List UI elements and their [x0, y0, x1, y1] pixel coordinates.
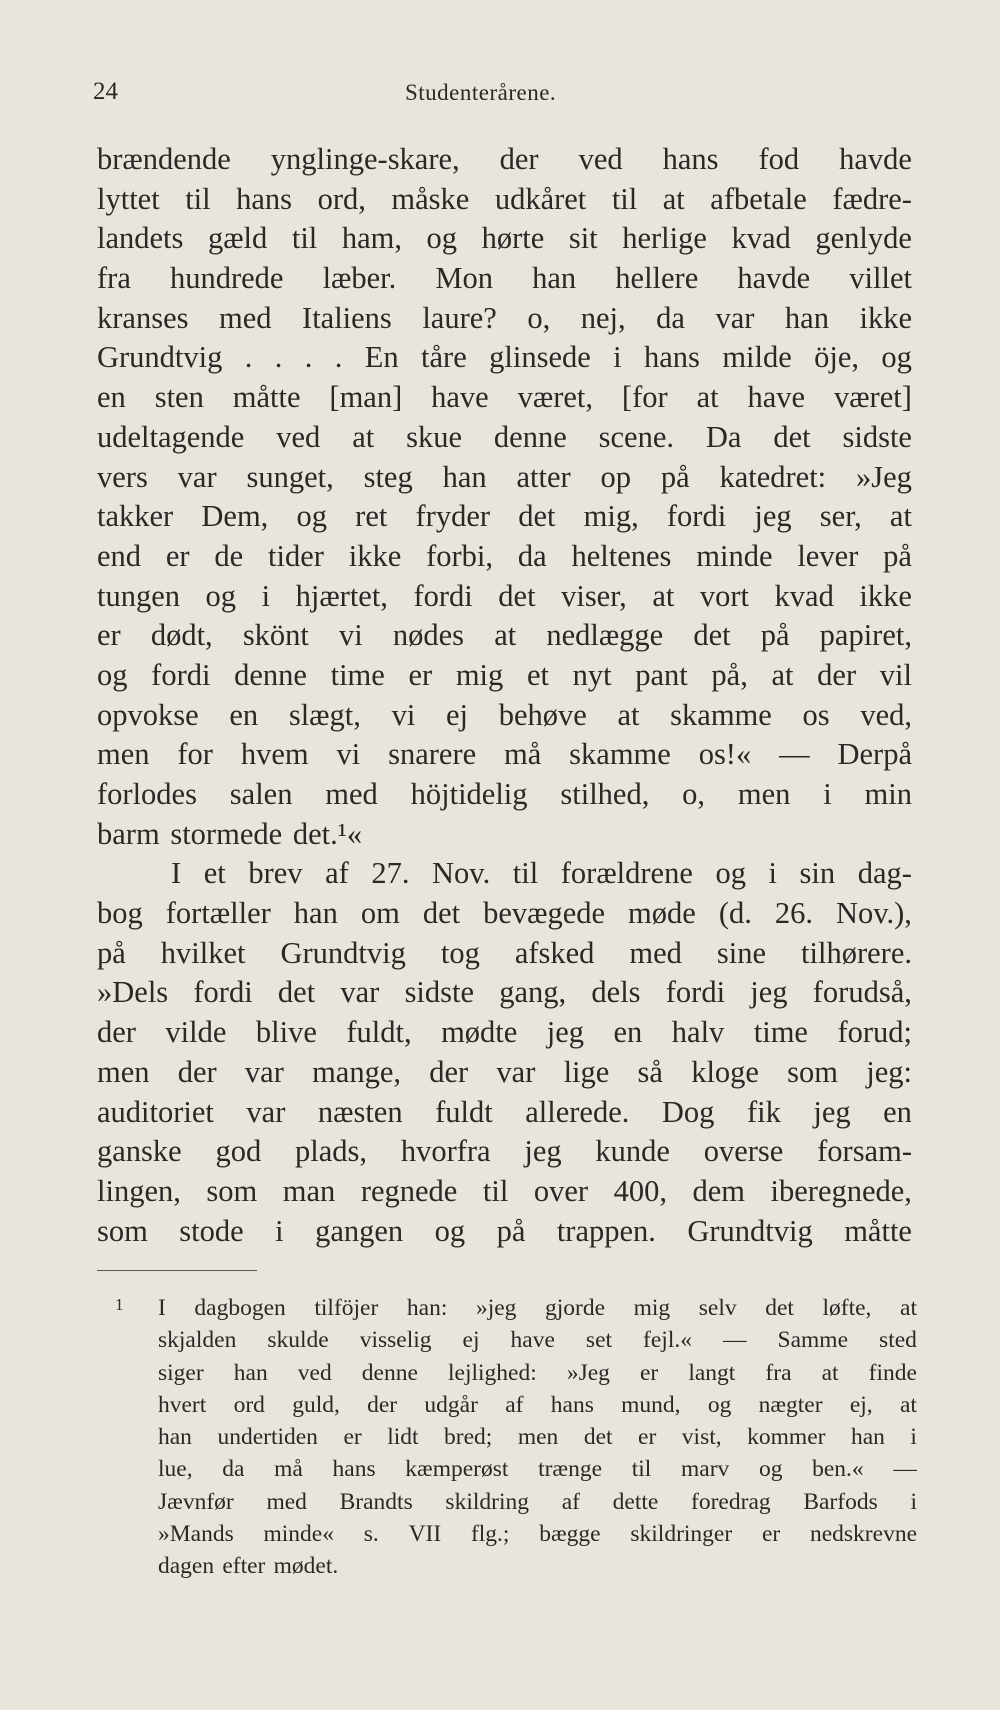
footnote-line: »Mands minde« s. VII flg.; bægge skildringer er nedskrevne — [158, 1521, 917, 1548]
page-number: 24 — [93, 78, 118, 105]
text-line: takker Dem, og ret fryder det mig, fordi jeg ser, at — [97, 499, 912, 534]
text-line: barm stormede det.¹« — [97, 816, 363, 851]
footnote-line: dagen efter mødet. — [158, 1553, 339, 1580]
text-line: men for hvem vi snarere må skamme os!« — Derpå — [97, 737, 912, 772]
text-line: tungen og i hjærtet, fordi det viser, at vort kvad ikke — [97, 578, 912, 613]
text-line: en sten måtte [man] have været, [for at have været] — [97, 380, 912, 415]
text-line: kranses med Italiens laure? o, nej, da var han ikke — [97, 300, 912, 335]
footnote-line: Jævnfør med Brandts skildring af dette foredrag Barfods i — [158, 1488, 917, 1515]
footnote-line: han undertiden er lidt bred; men det er vist, kommer han i — [158, 1424, 917, 1451]
text-line: lyttet til hans ord, måske udkåret til at afbetale fædre- — [97, 181, 912, 216]
footnote-marker: 1 — [115, 1295, 124, 1314]
text-line: på hvilket Grundtvig tog afsked med sine tilhørere. — [97, 935, 912, 970]
text-line: bog fortæller han om det bevægede møde (d. 26. Nov.), — [97, 896, 912, 931]
footnote-line: skjalden skulde visselig ej have set fejl.« — Samme sted — [158, 1327, 917, 1354]
text-line: end er de tider ikke forbi, da heltenes minde lever på — [97, 538, 912, 573]
footnote-line: lue, da må hans kæmperøst trænge til marv og ben.« — — [158, 1456, 917, 1483]
text-line: udeltagende ved at skue denne scene. Da det sidste — [97, 419, 912, 454]
text-line: Grundtvig . . . . En tåre glinsede i hans milde öje, og — [97, 340, 912, 375]
text-line: »Dels fordi det var sidste gang, dels fordi jeg forudså, — [97, 975, 912, 1010]
text-line: brændende ynglinge-skare, der ved hans fod havde — [97, 142, 912, 176]
footnote — [115, 1292, 917, 1583]
text-line: auditoriet var næsten fuldt allerede. Dog fik jeg en — [97, 1094, 912, 1129]
text-line: som stode i gangen og på trappen. Grundtvig måtte — [97, 1213, 912, 1248]
text-line: er dødt, skönt vi nødes at nedlægge det på papiret, — [97, 618, 912, 653]
text-line: forlodes salen med höjtidelig stilhed, o, men i min — [97, 777, 912, 811]
text-line: I et brev af 27. Nov. til forældrene og i sin dag- — [171, 856, 912, 891]
body-text — [97, 140, 912, 1251]
text-line: fra hundrede læber. Mon han hellere havde villet — [97, 261, 912, 296]
text-line: opvokse en slægt, vi ej behøve at skamme os ved, — [97, 697, 912, 732]
running-head — [93, 78, 907, 118]
text-line: lingen, som man regnede til over 400, dem iberegnede, — [97, 1173, 912, 1208]
footnote-line: I dagbogen tilföjer han: »jeg gjorde mig selv det løfte, at — [158, 1295, 917, 1321]
text-line: der vilde blive fuldt, mødte jeg en halv time forud; — [97, 1015, 912, 1050]
running-title: Studenterårene. — [405, 80, 557, 105]
text-line: ganske god plads, hvorfra jeg kunde overse forsam- — [97, 1134, 912, 1169]
footnote-line: hvert ord guld, der udgår af hans mund, og nægter ej, at — [158, 1391, 917, 1418]
footnote-line: siger han ved denne lejlighed: »Jeg er langt fra at finde — [158, 1359, 917, 1386]
text-line: landets gæld til ham, og hørte sit herlige kvad genlyde — [97, 221, 912, 256]
text-line: og fordi denne time er mig et nyt pant på, at der vil — [97, 657, 912, 692]
text-line: vers var sunget, steg han atter op på katedret: »Jeg — [97, 459, 912, 494]
footnote-rule — [97, 1270, 257, 1271]
text-line: men der var mange, der var lige så kloge som jeg: — [97, 1054, 912, 1089]
